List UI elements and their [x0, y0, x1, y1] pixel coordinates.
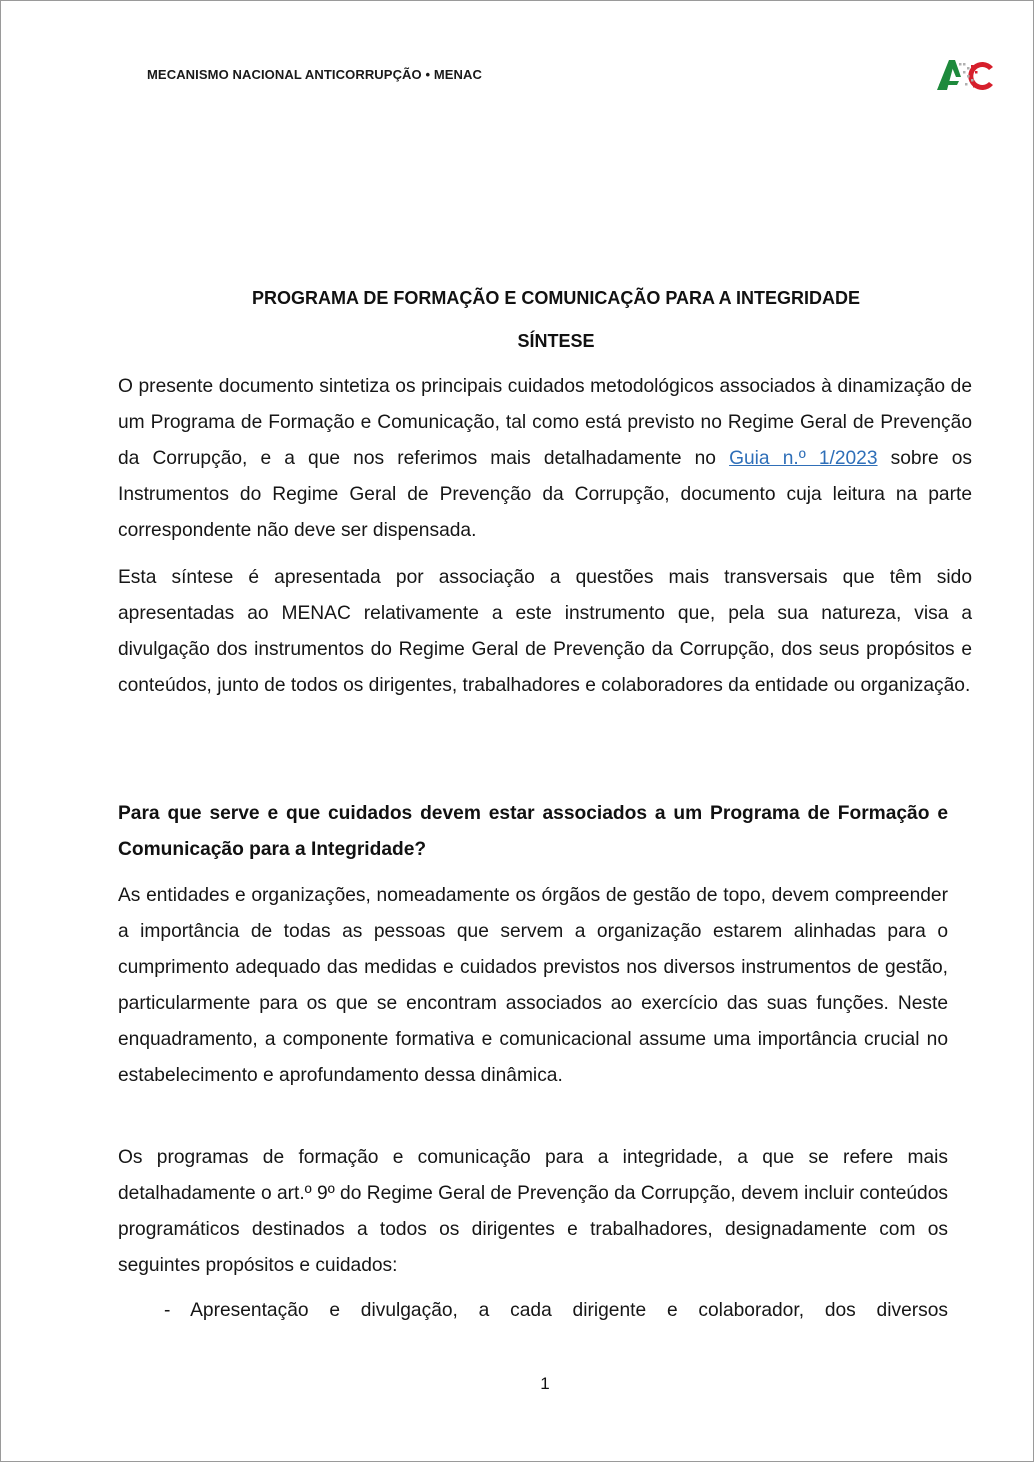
entities-paragraph: As entidades e organizações, nomeadamente os órgãos de gestão de topo, devem compreender a importância de todas as pessoas que servem a organização estarem alinhadas para o cumprimento adequado das medidas e cuidados previstos nos diversos instrumentos de gestão, particularmente para os que se encontram associados ao exercício das suas funções. Neste enquadramento, a componente formativa e comunicacional assume uma importância crucial no estabelecimento e aprofundamento dessa dinâmica.	[118, 885, 948, 1086]
intro-text-start: O presente documento sintetiza os principais cuidados metodológicos associados à dinamização de um Programa de Formação e Comunicação, tal como está previsto no Regime Geral de Prevenção da Corrupção, e a que nos referimos mais detalhadamente no	[118, 376, 972, 469]
intro-paragraph	[118, 369, 972, 549]
intro-text-end: sobre os Instrumentos do Regime Geral de Prevenção da Corrupção, documento cuja leitura na parte correspondente não deve ser dispensada.	[118, 448, 973, 541]
section-heading: Para que serve e que cuidados devem estar associados a um Programa de Formação e Comunicação para a Integridade?	[118, 803, 948, 860]
document-subtitle: SÍNTESE	[517, 331, 595, 351]
menac-logo-icon	[935, 57, 997, 93]
organization-header: MECANISMO NACIONAL ANTICORRUPÇÃO • MENAC	[147, 67, 482, 82]
document-title: PROGRAMA DE FORMAÇÃO E COMUNICAÇÃO PARA A INTEGRIDADE	[252, 288, 860, 308]
page-number: 1	[540, 1374, 550, 1393]
guide-link[interactable]: Guia n.º 1/2023	[729, 448, 878, 469]
synthesis-paragraph: Esta síntese é apresentada por associação a questões mais transversais que têm sido apresentadas ao MENAC relativamente a este instrumento que, pela sua natureza, visa a divulgação dos instrumentos do Regime Geral de Prevenção da Corrupção, dos seus propósitos e conteúdos, junto de todos os dirigentes, trabalhadores e colaboradores da entidade ou organização.	[118, 567, 972, 696]
list-item: - Apresentação e divulgação, a cada dirigente e colaborador, dos diversos	[164, 1300, 948, 1321]
programs-paragraph: Os programas de formação e comunicação para a integridade, a que se refere mais detalhadamente o art.º 9º do Regime Geral de Prevenção da Corrupção, devem incluir conteúdos programáticos destinados a todos os dirigentes e trabalhadores, designadamente com os seguintes propósitos e cuidados:	[118, 1147, 948, 1276]
